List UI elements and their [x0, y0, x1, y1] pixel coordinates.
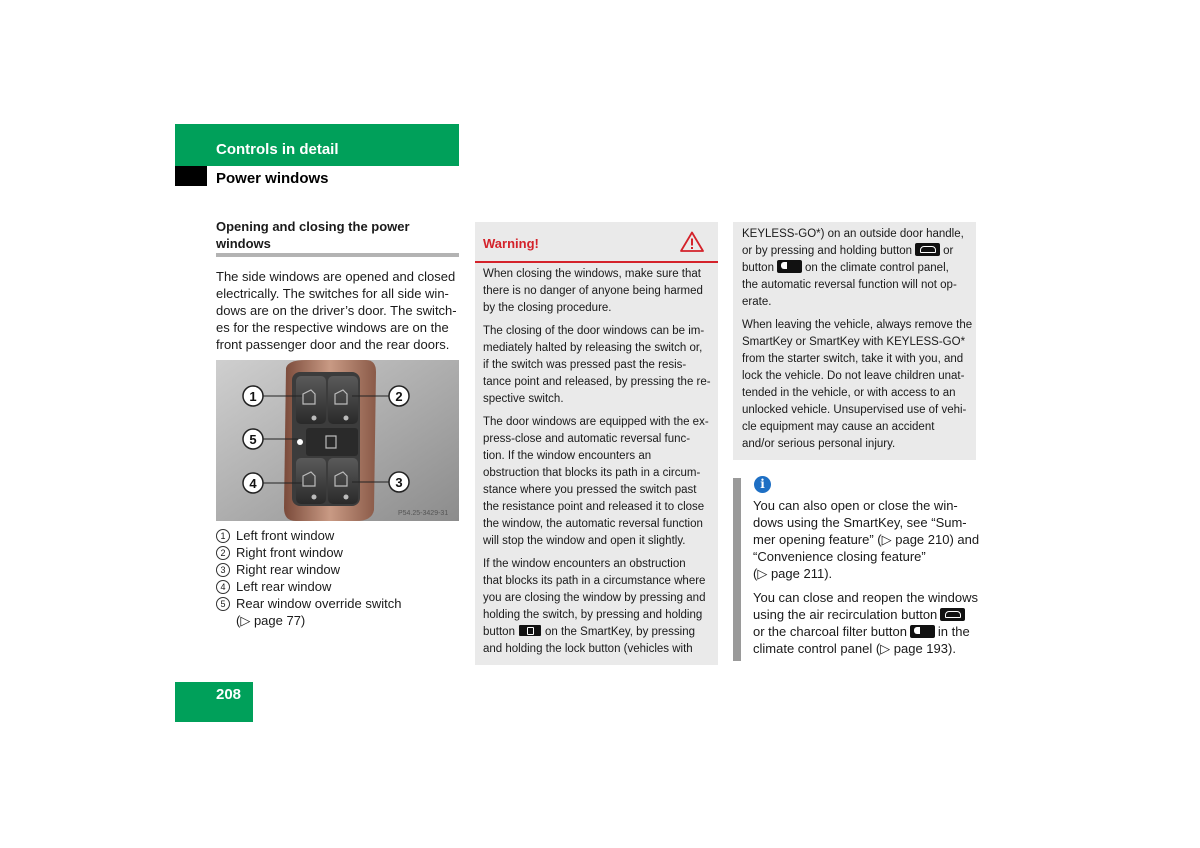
warning-text: that blocks its path in a circumstance where — [483, 575, 706, 587]
charcoal-filter-icon — [777, 260, 802, 273]
charcoal-filter-icon — [910, 625, 935, 638]
info-text: dows using the SmartKey, see “Sum- — [753, 515, 967, 530]
warning-triangle-icon — [680, 231, 704, 252]
legend-item: 4 Left rear window — [216, 578, 331, 595]
info-text: You can also open or close the win- — [753, 498, 958, 513]
callout-5: 5 — [249, 432, 257, 447]
warning-text: erate. — [742, 296, 772, 308]
page-number: 208 — [216, 686, 242, 703]
warning-text: spective switch. — [483, 393, 564, 405]
warning-text: there is no danger of anyone being harmed — [483, 285, 703, 297]
body-text: front passenger door and the rear doors. — [216, 337, 450, 352]
warning-text: the automatic reversal function will not op- — [742, 279, 957, 291]
callout-1: 1 — [249, 389, 257, 404]
warning-text: from the starter switch, take it with you, and — [742, 353, 964, 365]
warning-text: the window, the automatic reversal function — [483, 518, 703, 530]
section-title: Controls in detail — [216, 141, 339, 158]
warning-text: When leaving the vehicle, always remove the — [742, 319, 973, 331]
override-switch — [306, 428, 358, 456]
callout-3: 3 — [395, 475, 403, 490]
info-text: climate control panel (▷ page 193). — [753, 641, 956, 656]
legend-item: 3 Right rear window — [216, 561, 340, 578]
info-text: “Convenience closing feature” — [753, 549, 926, 564]
warning-text: The closing of the door windows can be im- — [483, 325, 705, 337]
figure-code: P54.25-3429-31 — [398, 510, 449, 517]
warning-text: button on the climate control panel, — [742, 262, 949, 274]
legend-item: 5 Rear window override switch — [216, 595, 401, 612]
info-text: (▷ page 211). — [753, 566, 833, 581]
body-text: The side windows are opened and closed — [216, 269, 456, 284]
smartkey-unlock-icon — [519, 625, 541, 636]
warning-text: The door windows are equipped with the ex- — [483, 416, 709, 428]
warning-text: by the closing procedure. — [483, 302, 612, 314]
body-text: es for the respective windows are on the — [216, 320, 449, 335]
info-text: You can close and reopen the windows — [753, 590, 979, 605]
warning-text: obstruction that blocks its path in a circum- — [483, 467, 701, 479]
warning-text: cle equipment may cause an accident — [742, 421, 935, 433]
heading-rule — [216, 253, 459, 257]
warning-text: and holding the lock button (vehicles with — [483, 643, 693, 655]
warning-text: or by pressing and holding button or — [742, 245, 954, 257]
warning-text: tance point and released, by pressing the re- — [483, 376, 711, 388]
subsection-title: Power windows — [216, 170, 329, 187]
warning-text: holding the switch, by pressing and holding — [483, 609, 703, 621]
window-switch-figure — [216, 360, 459, 521]
switch-rear-right — [328, 458, 358, 504]
warning-text: press-close and automatic reversal func- — [483, 433, 691, 445]
warning-text: you are closing the window by pressing and — [483, 592, 706, 604]
legend-item: 1 Left front window — [216, 527, 334, 544]
warning-title: Warning! — [483, 236, 539, 251]
body-text: electrically. The switches for all side win- — [216, 286, 449, 301]
subsection-marker — [175, 166, 207, 186]
warning-text: button on the SmartKey, by pressing — [483, 626, 695, 638]
warning-text: tended in the vehicle, or with access to an — [742, 387, 956, 399]
switch-rear-left — [296, 458, 326, 504]
info-icon: i — [754, 476, 771, 493]
warning-text: If the window encounters an obstruction — [483, 558, 686, 570]
page-number-tab — [175, 682, 253, 722]
switch-front-left — [296, 376, 326, 424]
info-bar — [733, 478, 741, 661]
warning-rule — [475, 261, 718, 263]
info-text: mer opening feature” (▷ page 210) and — [753, 532, 980, 547]
warning-text: stance where you pressed the switch past — [483, 484, 697, 496]
air-recirculation-icon — [940, 608, 965, 621]
warning-text: mediately halted by releasing the switch or, — [483, 342, 703, 354]
section-heading: Opening and closing the power windows — [216, 219, 410, 251]
warning-text: and/or serious personal injury. — [742, 438, 896, 450]
warning-text: KEYLESS-GO*) on an outside door handle, — [742, 228, 964, 240]
warning-text: When closing the windows, make sure that — [483, 268, 701, 280]
info-text: or the charcoal filter button in the — [753, 624, 970, 639]
switch-front-right — [328, 376, 358, 424]
warning-text: the resistance point and released it to close — [483, 501, 705, 513]
warning-text: tion. If the window encounters an — [483, 450, 652, 462]
air-recirculation-icon — [915, 243, 940, 256]
legend-item: 2 Right front window — [216, 544, 343, 561]
body-text: dows are on the driver’s door. The switch- — [216, 303, 457, 318]
warning-text: SmartKey or SmartKey with KEYLESS-GO* — [742, 336, 966, 348]
info-text: using the air recirculation button — [753, 606, 968, 623]
warning-text: will stop the window and open it slightly. — [483, 535, 686, 547]
callout-4: 4 — [249, 476, 257, 491]
callout-2: 2 — [395, 389, 403, 404]
page-reference-link[interactable]: (▷ page 77) — [236, 613, 306, 628]
warning-text: lock the vehicle. Do not leave children unat- — [742, 370, 965, 382]
warning-text: unlocked vehicle. Unsupervised use of vehi- — [742, 404, 967, 416]
warning-text: if the switch was pressed past the resis- — [483, 359, 687, 371]
